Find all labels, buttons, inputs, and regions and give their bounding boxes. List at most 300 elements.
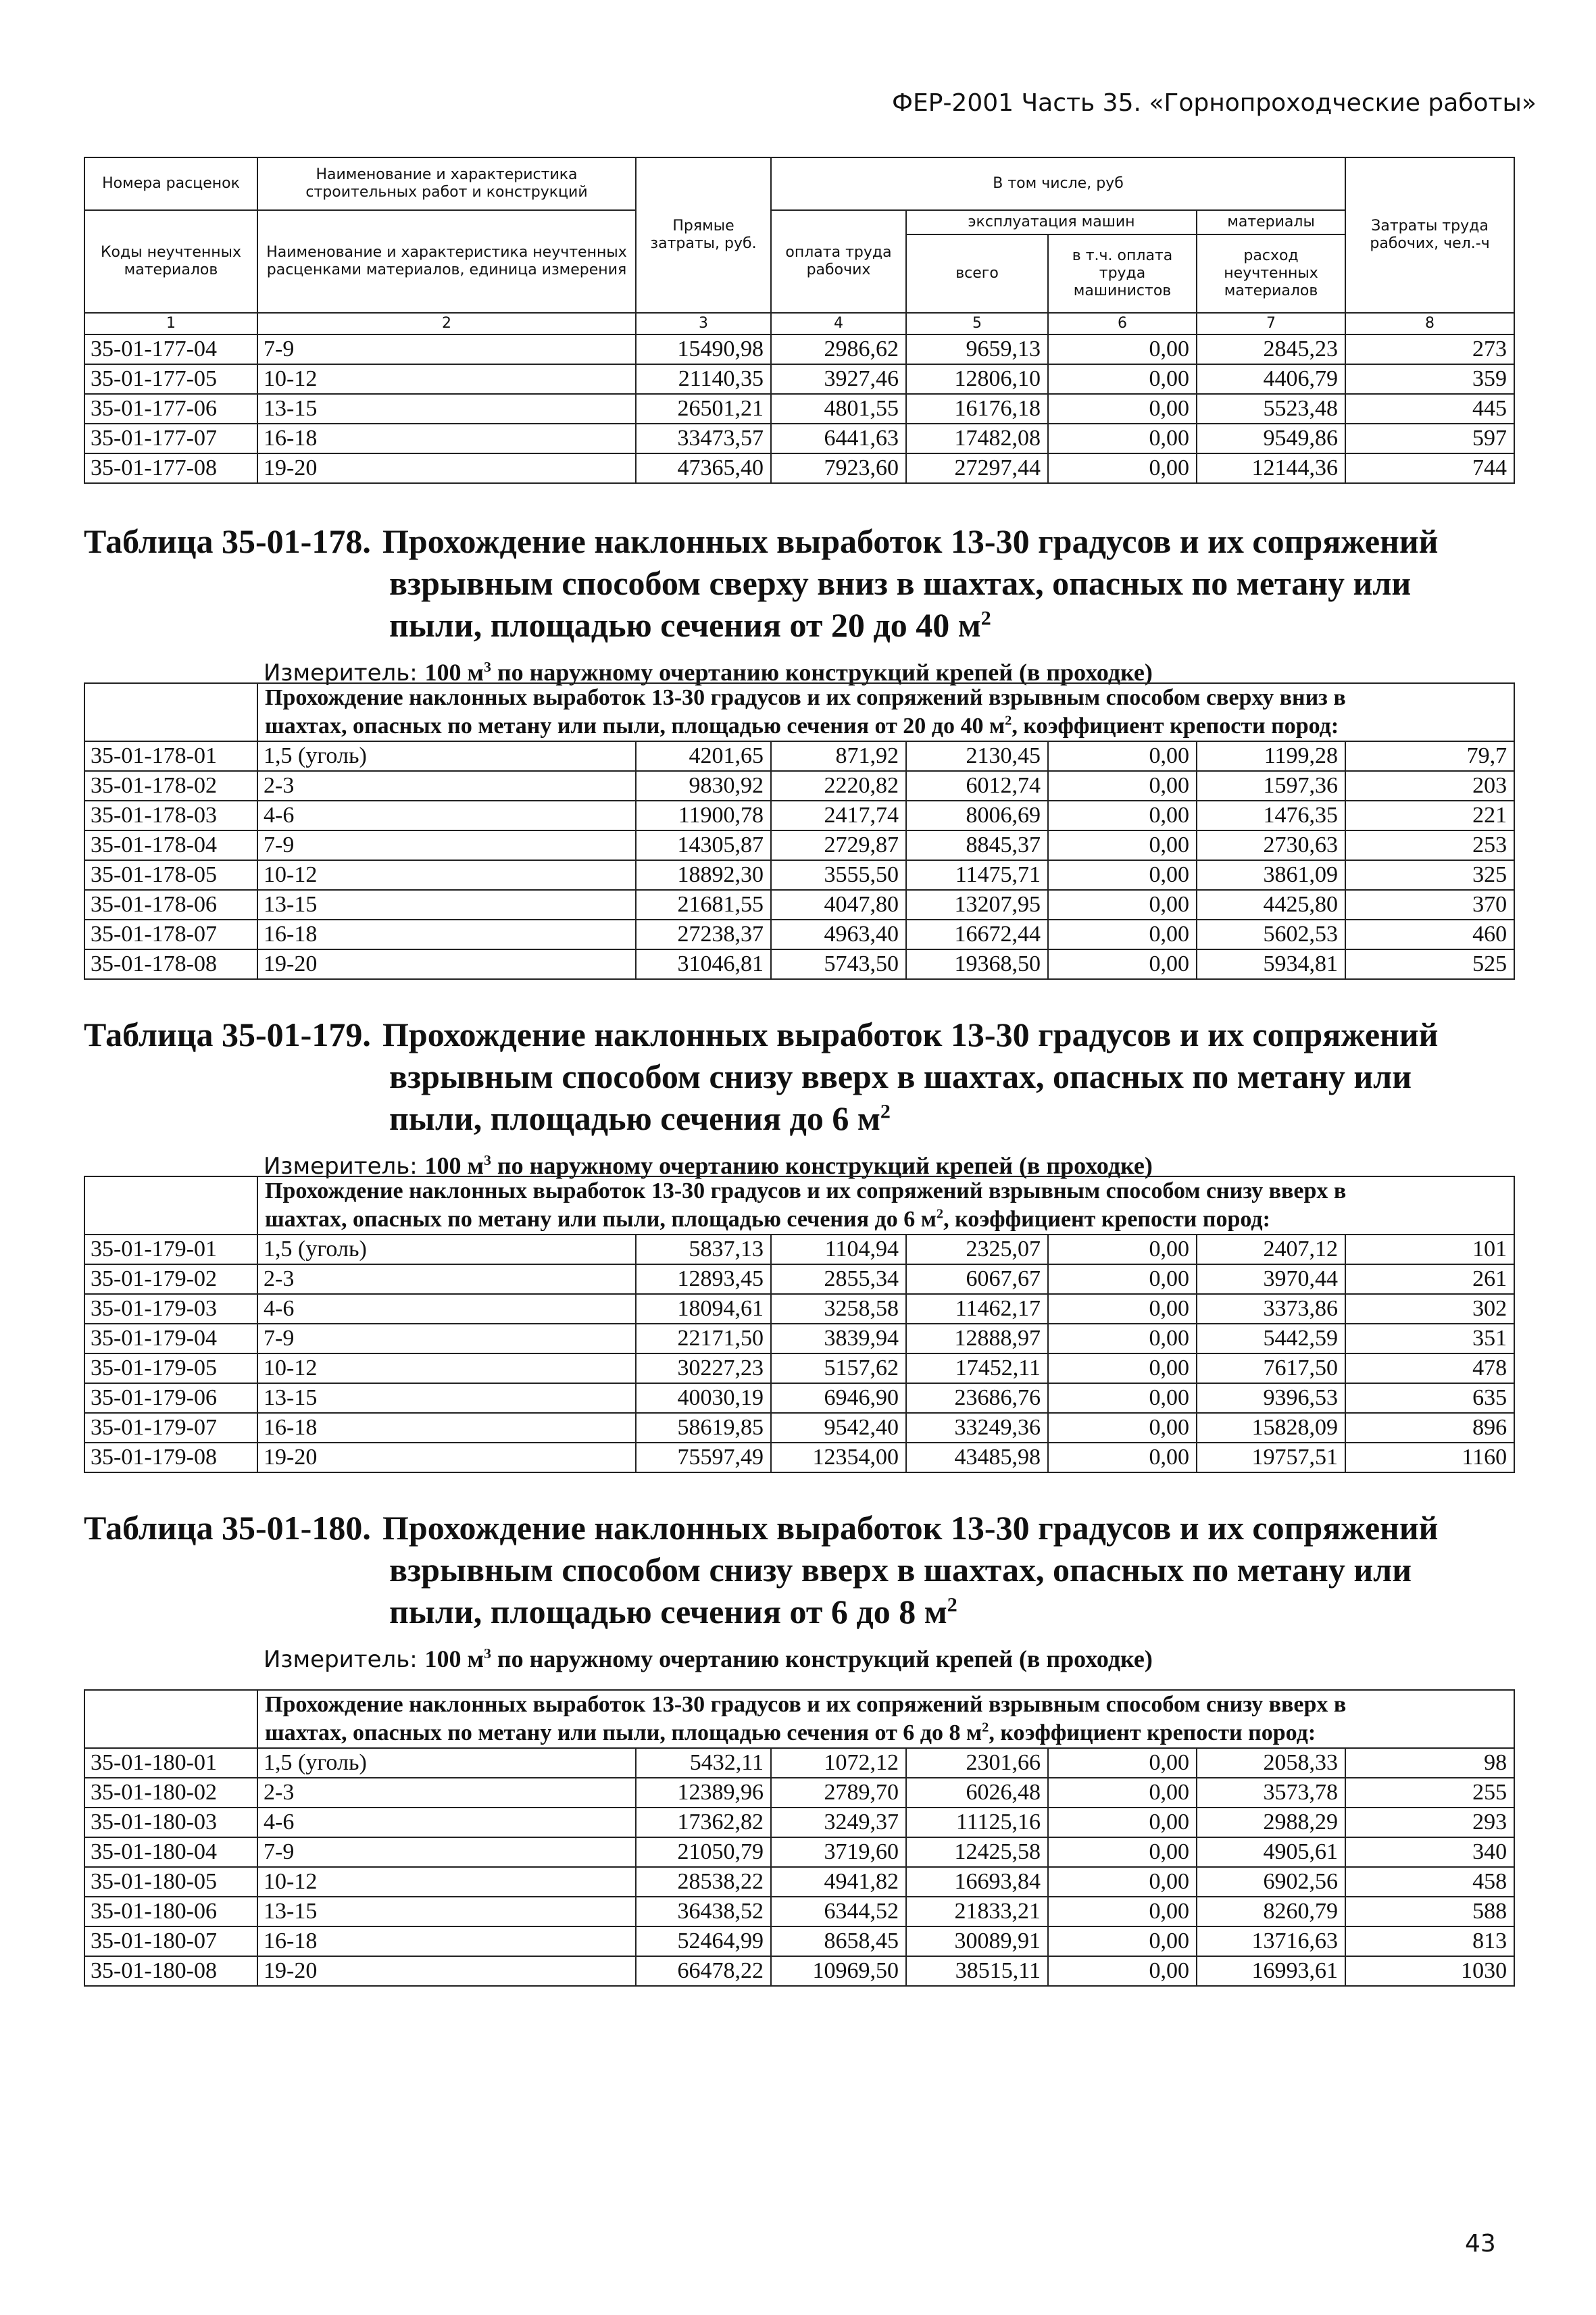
- work-name-cell: 13-15: [257, 1383, 636, 1413]
- machinist-wages-cell: 0,00: [1048, 1778, 1197, 1808]
- direct-costs-cell: 11900,78: [636, 801, 771, 830]
- work-name-cell: 1,5 (уголь): [257, 1748, 636, 1778]
- header-total: всего: [906, 234, 1048, 313]
- labor-costs-cell: 460: [1345, 920, 1514, 949]
- machinist-wages-cell: 0,00: [1048, 1383, 1197, 1413]
- materials-cell: 19757,51: [1197, 1443, 1345, 1472]
- header-unaccounted-materials: расход неучтенных материалов: [1197, 234, 1345, 313]
- table-title: Таблица 35-01-179. Прохождение наклонных выработок 13-30 градусов и их сопряжений взрывным способом снизу вверх в шахтах, опасных по метану или пыли, площадью сечения до 6 $м^2$: [84, 1014, 1514, 1139]
- direct-costs-cell: 12389,96: [636, 1778, 771, 1808]
- section-180: [84, 1507, 1514, 1673]
- table-row: [84, 1956, 1514, 1986]
- machinist-wages-cell: 0,00: [1048, 1294, 1197, 1324]
- labor-costs-cell: 261: [1345, 1264, 1514, 1294]
- machine-total-cell: 16672,44: [906, 920, 1048, 949]
- materials-cell: 3970,44: [1197, 1264, 1345, 1294]
- direct-costs-cell: 47365,40: [636, 453, 771, 483]
- direct-costs-cell: 36438,52: [636, 1897, 771, 1926]
- work-name-cell: 13-15: [257, 1897, 636, 1926]
- machine-total-cell: 16176,18: [906, 394, 1048, 424]
- table-row: [84, 1383, 1514, 1413]
- work-name-cell: 16-18: [257, 424, 636, 453]
- rate-code-cell: 35-01-178-05: [84, 860, 257, 890]
- direct-costs-cell: 5432,11: [636, 1748, 771, 1778]
- machine-total-cell: 8845,37: [906, 830, 1048, 860]
- machinist-wages-cell: 0,00: [1048, 1324, 1197, 1353]
- machine-total-cell: 19368,50: [906, 949, 1048, 979]
- machine-total-cell: 21833,21: [906, 1897, 1048, 1926]
- rate-code-cell: 35-01-180-05: [84, 1867, 257, 1897]
- measure-line: Измеритель: 100 $м^3$ по наружному очертанию конструкций крепей (в проходке): [264, 1645, 1153, 1673]
- col-number: 6: [1048, 313, 1197, 334]
- machinist-wages-cell: 0,00: [1048, 949, 1197, 979]
- machinist-wages-cell: 0,00: [1048, 920, 1197, 949]
- work-name-cell: 19-20: [257, 949, 636, 979]
- materials-cell: 6902,56: [1197, 1867, 1345, 1897]
- work-name-cell: 19-20: [257, 1956, 636, 1986]
- rate-code-cell: 35-01-179-05: [84, 1353, 257, 1383]
- labor-costs-cell: 351: [1345, 1324, 1514, 1353]
- table-row: [84, 1353, 1514, 1383]
- work-name-cell: 2-3: [257, 1264, 636, 1294]
- wages-cell: 1072,12: [771, 1748, 906, 1778]
- direct-costs-cell: 66478,22: [636, 1956, 771, 1986]
- work-name-cell: 1,5 (уголь): [257, 1235, 636, 1264]
- machine-total-cell: 27297,44: [906, 453, 1048, 483]
- materials-cell: 13716,63: [1197, 1926, 1345, 1956]
- rate-code-cell: 35-01-178-02: [84, 771, 257, 801]
- measure-line: Измеритель: 100 $м^3$ по наружному очертанию конструкций крепей (в проходке): [264, 1152, 1153, 1180]
- materials-cell: 5442,59: [1197, 1324, 1345, 1353]
- direct-costs-cell: 18094,61: [636, 1294, 771, 1324]
- labor-costs-cell: 1030: [1345, 1956, 1514, 1986]
- machine-total-cell: 13207,95: [906, 890, 1048, 920]
- machine-total-cell: 6012,74: [906, 771, 1048, 801]
- wages-cell: 4047,80: [771, 890, 906, 920]
- table-row: [84, 1413, 1514, 1443]
- table-row: [84, 424, 1514, 453]
- table-row: [84, 364, 1514, 394]
- header-including: В том числе, руб: [771, 157, 1345, 210]
- materials-cell: 9549,86: [1197, 424, 1345, 453]
- direct-costs-cell: 58619,85: [636, 1413, 771, 1443]
- work-name-cell: 19-20: [257, 1443, 636, 1472]
- direct-costs-cell: 12893,45: [636, 1264, 771, 1294]
- header-codes-bottom: Коды неучтенных материалов: [84, 210, 257, 313]
- labor-costs-cell: 588: [1345, 1897, 1514, 1926]
- work-name-cell: 19-20: [257, 453, 636, 483]
- table-label: Таблица 35-01-178.: [84, 522, 371, 560]
- work-name-cell: 2-3: [257, 771, 636, 801]
- machinist-wages-cell: 0,00: [1048, 1264, 1197, 1294]
- table-label: Таблица 35-01-179.: [84, 1016, 371, 1053]
- machinist-wages-cell: 0,00: [1048, 1235, 1197, 1264]
- machinist-wages-cell: 0,00: [1048, 1956, 1197, 1986]
- materials-cell: 4406,79: [1197, 364, 1345, 394]
- materials-cell: 4905,61: [1197, 1837, 1345, 1867]
- work-name-cell: 7-9: [257, 334, 636, 364]
- rate-code-cell: 35-01-180-03: [84, 1808, 257, 1837]
- labor-costs-cell: 273: [1345, 334, 1514, 364]
- header-codes-top: Номера расценок: [84, 157, 257, 210]
- wages-cell: 5743,50: [771, 949, 906, 979]
- table-description: Прохождение наклонных выработок 13-30 градусов и их сопряжений взрывным способом снизу вверх в шахтах, опасных по метану или пыли, площадью сечения до 6 $м^2$, коэффициент крепости пород:: [257, 1176, 1514, 1235]
- rate-code-cell: 35-01-178-01: [84, 741, 257, 771]
- materials-cell: 2988,29: [1197, 1808, 1345, 1837]
- machine-total-cell: 11462,17: [906, 1294, 1048, 1324]
- machine-total-cell: 30089,91: [906, 1926, 1048, 1956]
- section-179: [84, 1014, 1514, 1180]
- wages-cell: 3719,60: [771, 1837, 906, 1867]
- col-number: 2: [257, 313, 636, 334]
- labor-costs-cell: 79,7: [1345, 741, 1514, 771]
- labor-costs-cell: 302: [1345, 1294, 1514, 1324]
- rate-code-cell: 35-01-178-07: [84, 920, 257, 949]
- wages-cell: 4941,82: [771, 1867, 906, 1897]
- header-name-bottom: Наименование и характеристика неучтенных расценками материалов, единица измерения: [257, 210, 636, 313]
- table-description: Прохождение наклонных выработок 13-30 градусов и их сопряжений взрывным способом сверху вниз в шахтах, опасных по метану или пыли, площадью сечения от 20 до 40 $м^2$, коэффициент крепости пород:: [257, 683, 1514, 741]
- machinist-wages-cell: 0,00: [1048, 1808, 1197, 1837]
- rate-code-cell: 35-01-177-07: [84, 424, 257, 453]
- direct-costs-cell: 21681,55: [636, 890, 771, 920]
- materials-cell: 1476,35: [1197, 801, 1345, 830]
- wages-cell: 3927,46: [771, 364, 906, 394]
- work-name-cell: 2-3: [257, 1778, 636, 1808]
- labor-costs-cell: 896: [1345, 1413, 1514, 1443]
- machinist-wages-cell: 0,00: [1048, 801, 1197, 830]
- labor-costs-cell: 253: [1345, 830, 1514, 860]
- rate-code-cell: 35-01-177-04: [84, 334, 257, 364]
- work-name-cell: 13-15: [257, 890, 636, 920]
- direct-costs-cell: 9830,92: [636, 771, 771, 801]
- machine-total-cell: 23686,76: [906, 1383, 1048, 1413]
- machine-total-cell: 2301,66: [906, 1748, 1048, 1778]
- materials-cell: 9396,53: [1197, 1383, 1345, 1413]
- col-number: 8: [1345, 313, 1514, 334]
- wages-cell: 4963,40: [771, 920, 906, 949]
- machine-total-cell: 6026,48: [906, 1778, 1048, 1808]
- wages-cell: 3258,58: [771, 1294, 906, 1324]
- rate-code-cell: 35-01-178-06: [84, 890, 257, 920]
- machinist-wages-cell: 0,00: [1048, 1353, 1197, 1383]
- labor-costs-cell: 255: [1345, 1778, 1514, 1808]
- machinist-wages-cell: 0,00: [1048, 1413, 1197, 1443]
- rate-code-cell: 35-01-180-07: [84, 1926, 257, 1956]
- table-row: [84, 1926, 1514, 1956]
- table-row: [84, 860, 1514, 890]
- machinist-wages-cell: 0,00: [1048, 771, 1197, 801]
- wages-cell: 12354,00: [771, 1443, 906, 1472]
- machinist-wages-cell: 0,00: [1048, 1926, 1197, 1956]
- materials-cell: 3573,78: [1197, 1778, 1345, 1808]
- wages-cell: 3249,37: [771, 1808, 906, 1837]
- work-name-cell: 16-18: [257, 1413, 636, 1443]
- wages-cell: 2417,74: [771, 801, 906, 830]
- header-machinist-wages: в т.ч. оплата труда машинистов: [1048, 234, 1197, 313]
- materials-cell: 1597,36: [1197, 771, 1345, 801]
- materials-cell: 15828,09: [1197, 1413, 1345, 1443]
- materials-cell: 5602,53: [1197, 920, 1345, 949]
- rate-code-cell: 35-01-180-08: [84, 1956, 257, 1986]
- labor-costs-cell: 203: [1345, 771, 1514, 801]
- col-number: 3: [636, 313, 771, 334]
- machinist-wages-cell: 0,00: [1048, 364, 1197, 394]
- materials-cell: 1199,28: [1197, 741, 1345, 771]
- labor-costs-cell: 1160: [1345, 1443, 1514, 1472]
- labor-costs-cell: 359: [1345, 364, 1514, 394]
- machine-total-cell: 11475,71: [906, 860, 1048, 890]
- materials-cell: 3861,09: [1197, 860, 1345, 890]
- col-number: 7: [1197, 313, 1345, 334]
- table-row: [84, 1837, 1514, 1867]
- rate-code-cell: 35-01-177-08: [84, 453, 257, 483]
- rate-code-cell: 35-01-179-03: [84, 1294, 257, 1324]
- materials-cell: 12144,36: [1197, 453, 1345, 483]
- direct-costs-cell: 52464,99: [636, 1926, 771, 1956]
- machinist-wages-cell: 0,00: [1048, 741, 1197, 771]
- rate-code-cell: 35-01-178-03: [84, 801, 257, 830]
- wages-cell: 2729,87: [771, 830, 906, 860]
- col-number: 1: [84, 313, 257, 334]
- rate-code-cell: 35-01-179-02: [84, 1264, 257, 1294]
- materials-cell: 4425,80: [1197, 890, 1345, 920]
- table-row: [84, 1748, 1514, 1778]
- table-179: [84, 1176, 1515, 1473]
- rate-code-cell: 35-01-179-04: [84, 1324, 257, 1353]
- direct-costs-cell: 22171,50: [636, 1324, 771, 1353]
- header-materials: материалы: [1197, 210, 1345, 234]
- work-name-cell: 7-9: [257, 1837, 636, 1867]
- labor-costs-cell: 445: [1345, 394, 1514, 424]
- labor-costs-cell: 101: [1345, 1235, 1514, 1264]
- materials-cell: 7617,50: [1197, 1353, 1345, 1383]
- labor-costs-cell: 98: [1345, 1748, 1514, 1778]
- running-title: ФЕР-2001 Часть 35. «Горнопроходческие работы»: [892, 89, 1537, 117]
- header-name-top: Наименование и характеристика строительных работ и конструкций: [257, 157, 636, 210]
- table-row: [84, 741, 1514, 771]
- machine-total-cell: 12425,58: [906, 1837, 1048, 1867]
- machinist-wages-cell: 0,00: [1048, 453, 1197, 483]
- table-row: [84, 1897, 1514, 1926]
- work-name-cell: 16-18: [257, 920, 636, 949]
- rate-code-cell: 35-01-177-06: [84, 394, 257, 424]
- wages-cell: 4801,55: [771, 394, 906, 424]
- wages-cell: 9542,40: [771, 1413, 906, 1443]
- wages-cell: 6946,90: [771, 1383, 906, 1413]
- machine-total-cell: 8006,69: [906, 801, 1048, 830]
- direct-costs-cell: 31046,81: [636, 949, 771, 979]
- machine-total-cell: 9659,13: [906, 334, 1048, 364]
- col-number: 4: [771, 313, 906, 334]
- labor-costs-cell: 478: [1345, 1353, 1514, 1383]
- work-name-cell: 1,5 (уголь): [257, 741, 636, 771]
- labor-costs-cell: 293: [1345, 1808, 1514, 1837]
- wages-cell: 6344,52: [771, 1897, 906, 1926]
- direct-costs-cell: 4201,65: [636, 741, 771, 771]
- labor-costs-cell: 597: [1345, 424, 1514, 453]
- labor-costs-cell: 370: [1345, 890, 1514, 920]
- table-title: Таблица 35-01-180. Прохождение наклонных выработок 13-30 градусов и их сопряжений взрывным способом снизу вверх в шахтах, опасных по метану или пыли, площадью сечения от 6 до 8 $м^2$: [84, 1507, 1514, 1633]
- machinist-wages-cell: 0,00: [1048, 334, 1197, 364]
- work-name-cell: 4-6: [257, 1294, 636, 1324]
- col-number: 5: [906, 313, 1048, 334]
- page-number: 43: [1465, 2230, 1496, 2258]
- rate-code-cell: 35-01-180-06: [84, 1897, 257, 1926]
- machinist-wages-cell: 0,00: [1048, 424, 1197, 453]
- materials-cell: 5934,81: [1197, 949, 1345, 979]
- work-name-cell: 13-15: [257, 394, 636, 424]
- machinist-wages-cell: 0,00: [1048, 1748, 1197, 1778]
- materials-cell: 16993,61: [1197, 1956, 1345, 1986]
- direct-costs-cell: 5837,13: [636, 1235, 771, 1264]
- direct-costs-cell: 21140,35: [636, 364, 771, 394]
- header-machine-operation: эксплуатация машин: [906, 210, 1197, 234]
- section-178: [84, 520, 1514, 687]
- machine-total-cell: 2130,45: [906, 741, 1048, 771]
- machinist-wages-cell: 0,00: [1048, 830, 1197, 860]
- table-180: [84, 1689, 1515, 1987]
- materials-cell: 3373,86: [1197, 1294, 1345, 1324]
- table-row: [84, 1443, 1514, 1472]
- table-row: [84, 1264, 1514, 1294]
- rate-code-cell: 35-01-177-05: [84, 364, 257, 394]
- machine-total-cell: 17482,08: [906, 424, 1048, 453]
- wages-cell: 5157,62: [771, 1353, 906, 1383]
- table-row: [84, 920, 1514, 949]
- direct-costs-cell: 28538,22: [636, 1867, 771, 1897]
- machine-total-cell: 16693,84: [906, 1867, 1048, 1897]
- direct-costs-cell: 15490,98: [636, 334, 771, 364]
- labor-costs-cell: 635: [1345, 1383, 1514, 1413]
- table-row: [84, 830, 1514, 860]
- work-name-cell: 16-18: [257, 1926, 636, 1956]
- rate-code-cell: 35-01-179-01: [84, 1235, 257, 1264]
- labor-costs-cell: 325: [1345, 860, 1514, 890]
- wages-cell: 1104,94: [771, 1235, 906, 1264]
- work-name-cell: 4-6: [257, 801, 636, 830]
- machine-total-cell: 33249,36: [906, 1413, 1048, 1443]
- work-name-cell: 7-9: [257, 830, 636, 860]
- wages-cell: 3839,94: [771, 1324, 906, 1353]
- labor-costs-cell: 458: [1345, 1867, 1514, 1897]
- table-row: [84, 453, 1514, 483]
- direct-costs-cell: 27238,37: [636, 920, 771, 949]
- labor-costs-cell: 525: [1345, 949, 1514, 979]
- direct-costs-cell: 21050,79: [636, 1837, 771, 1867]
- table-row: [84, 1294, 1514, 1324]
- wages-cell: 8658,45: [771, 1926, 906, 1956]
- wages-cell: 2986,62: [771, 334, 906, 364]
- machine-total-cell: 38515,11: [906, 1956, 1048, 1986]
- table-title: Таблица 35-01-178. Прохождение наклонных выработок 13-30 градусов и их сопряжений взрывным способом сверху вниз в шахтах, опасных по метану или пыли, площадью сечения от 20 до 40 $м^2$: [84, 520, 1514, 646]
- rate-code-cell: 35-01-178-08: [84, 949, 257, 979]
- materials-cell: 5523,48: [1197, 394, 1345, 424]
- machine-total-cell: 12806,10: [906, 364, 1048, 394]
- labor-costs-cell: 744: [1345, 453, 1514, 483]
- direct-costs-cell: 75597,49: [636, 1443, 771, 1472]
- machinist-wages-cell: 0,00: [1048, 860, 1197, 890]
- direct-costs-cell: 14305,87: [636, 830, 771, 860]
- direct-costs-cell: 17362,82: [636, 1808, 771, 1837]
- wages-cell: 6441,63: [771, 424, 906, 453]
- measure-line: Измеритель: 100 $м^3$ по наружному очертанию конструкций крепей (в проходке): [264, 659, 1153, 687]
- header-direct-costs: Прямые затраты, руб.: [636, 157, 771, 313]
- table-row: [84, 1867, 1514, 1897]
- machine-total-cell: 2325,07: [906, 1235, 1048, 1264]
- work-name-cell: 10-12: [257, 364, 636, 394]
- work-name-cell: 10-12: [257, 1867, 636, 1897]
- machinist-wages-cell: 0,00: [1048, 890, 1197, 920]
- header-labor-costs: Затраты труда рабочих, чел.-ч: [1345, 157, 1514, 313]
- materials-cell: 2058,33: [1197, 1748, 1345, 1778]
- direct-costs-cell: 30227,23: [636, 1353, 771, 1383]
- machinist-wages-cell: 0,00: [1048, 394, 1197, 424]
- column-number-row: [84, 313, 1514, 334]
- table-row: [84, 394, 1514, 424]
- table-177: [84, 157, 1515, 484]
- table-row: [84, 1235, 1514, 1264]
- table-178: [84, 682, 1515, 980]
- table-row: [84, 1808, 1514, 1837]
- rate-code-cell: 35-01-180-01: [84, 1748, 257, 1778]
- wages-cell: 871,92: [771, 741, 906, 771]
- work-name-cell: 7-9: [257, 1324, 636, 1353]
- machinist-wages-cell: 0,00: [1048, 1897, 1197, 1926]
- wages-cell: 7923,60: [771, 453, 906, 483]
- labor-costs-cell: 340: [1345, 1837, 1514, 1867]
- labor-costs-cell: 221: [1345, 801, 1514, 830]
- table-row: [84, 949, 1514, 979]
- machinist-wages-cell: 0,00: [1048, 1867, 1197, 1897]
- work-name-cell: 4-6: [257, 1808, 636, 1837]
- direct-costs-cell: 18892,30: [636, 860, 771, 890]
- machine-total-cell: 43485,98: [906, 1443, 1048, 1472]
- labor-costs-cell: 813: [1345, 1926, 1514, 1956]
- machinist-wages-cell: 0,00: [1048, 1443, 1197, 1472]
- wages-cell: 2789,70: [771, 1778, 906, 1808]
- machinist-wages-cell: 0,00: [1048, 1837, 1197, 1867]
- materials-cell: 8260,79: [1197, 1897, 1345, 1926]
- direct-costs-cell: 33473,57: [636, 424, 771, 453]
- wages-cell: 2220,82: [771, 771, 906, 801]
- machine-total-cell: 12888,97: [906, 1324, 1048, 1353]
- materials-cell: 2407,12: [1197, 1235, 1345, 1264]
- rate-code-cell: 35-01-180-04: [84, 1837, 257, 1867]
- work-name-cell: 10-12: [257, 1353, 636, 1383]
- direct-costs-cell: 26501,21: [636, 394, 771, 424]
- header-wages: оплата труда рабочих: [771, 210, 906, 313]
- table-row: [84, 801, 1514, 830]
- table-row: [84, 890, 1514, 920]
- rate-code-cell: 35-01-179-07: [84, 1413, 257, 1443]
- wages-cell: 10969,50: [771, 1956, 906, 1986]
- machine-total-cell: 17452,11: [906, 1353, 1048, 1383]
- table-label: Таблица 35-01-180.: [84, 1509, 371, 1547]
- rate-code-cell: 35-01-178-04: [84, 830, 257, 860]
- table-row: [84, 334, 1514, 364]
- materials-cell: 2845,23: [1197, 334, 1345, 364]
- wages-cell: 2855,34: [771, 1264, 906, 1294]
- rate-code-cell: 35-01-179-08: [84, 1443, 257, 1472]
- materials-cell: 2730,63: [1197, 830, 1345, 860]
- work-name-cell: 10-12: [257, 860, 636, 890]
- machine-total-cell: 11125,16: [906, 1808, 1048, 1837]
- direct-costs-cell: 40030,19: [636, 1383, 771, 1413]
- table-description: Прохождение наклонных выработок 13-30 градусов и их сопряжений взрывным способом снизу вверх в шахтах, опасных по метану или пыли, площадью сечения от 6 до 8 $м^2$, коэффициент крепости пород:: [257, 1690, 1514, 1748]
- machine-total-cell: 6067,67: [906, 1264, 1048, 1294]
- rate-code-cell: 35-01-180-02: [84, 1778, 257, 1808]
- table-row: [84, 1778, 1514, 1808]
